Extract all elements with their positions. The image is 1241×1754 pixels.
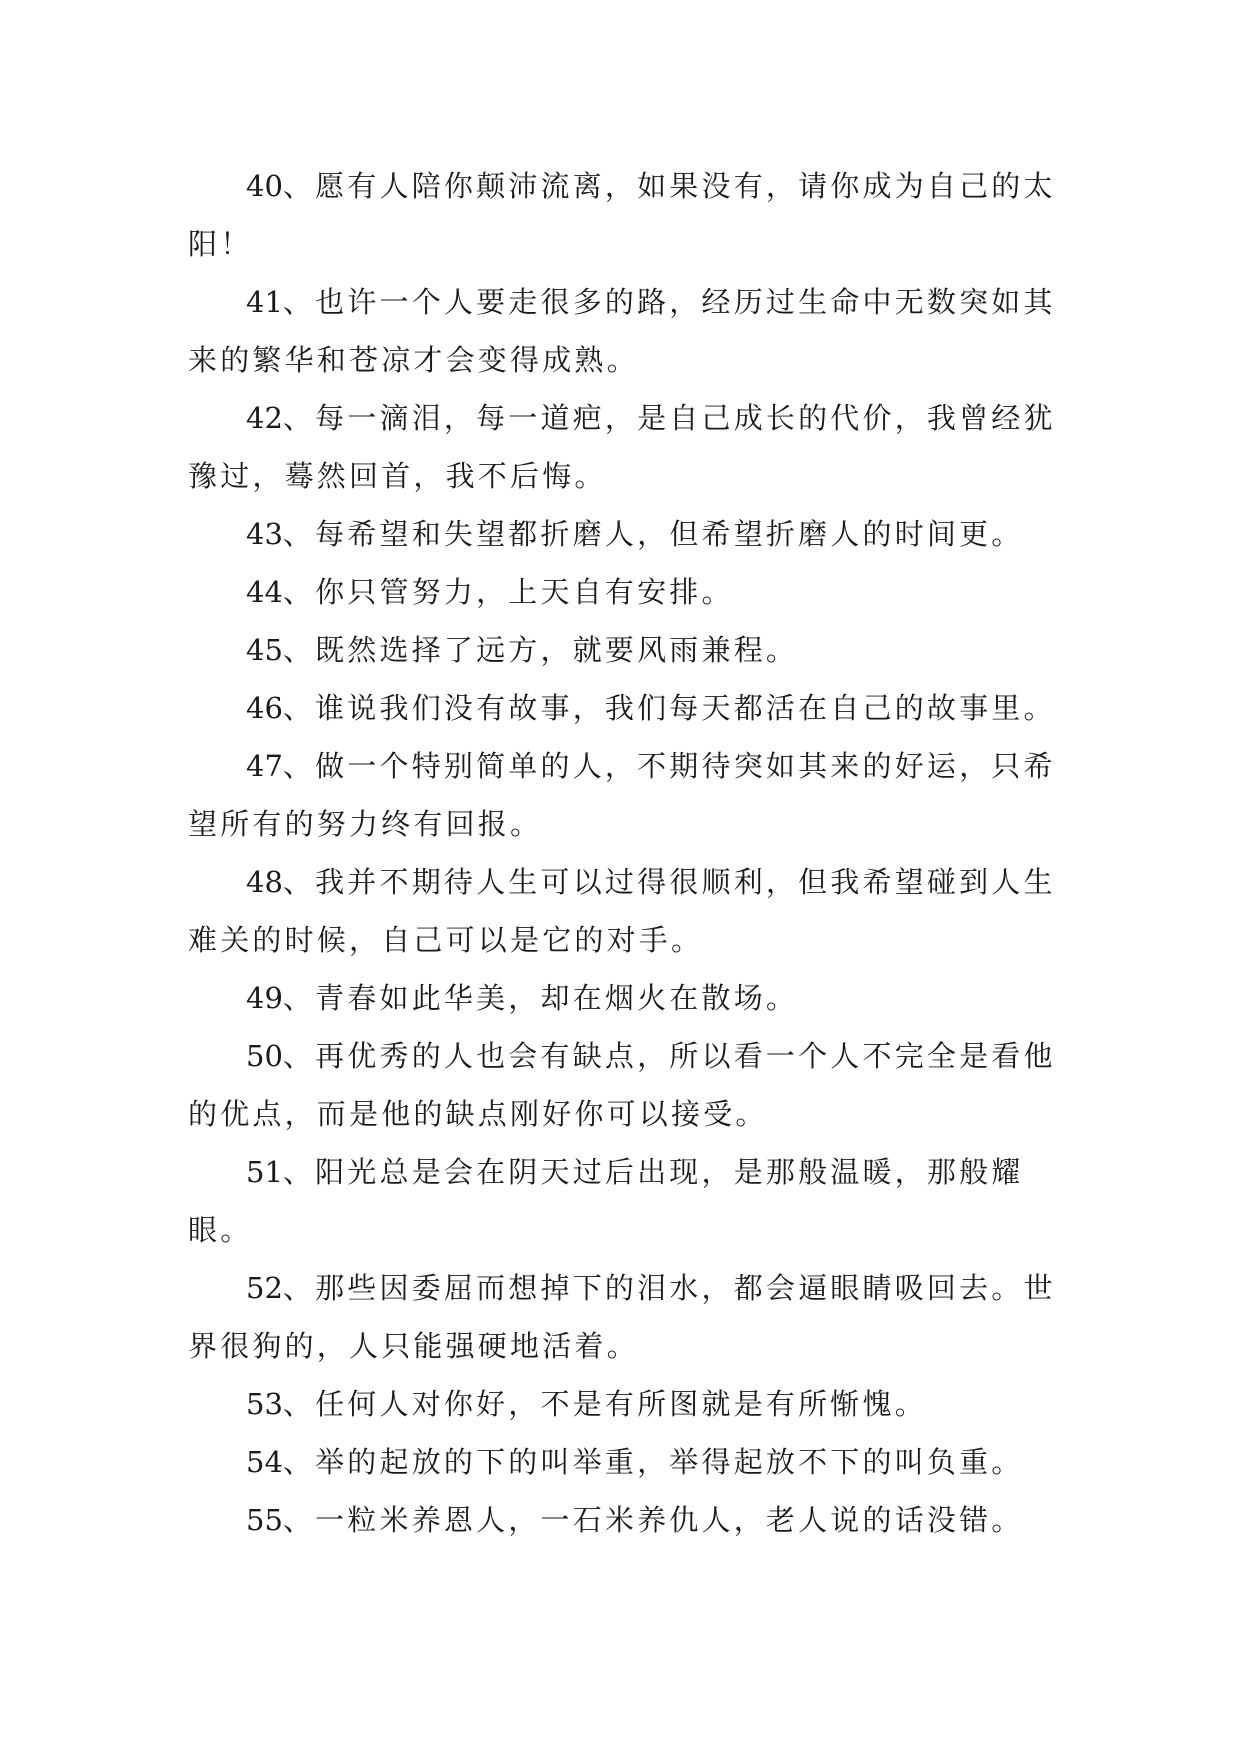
- item-separator: 、: [282, 517, 316, 551]
- item-text: 每一滴泪，每一道疤，是自己成长的代价，我曾经犹豫过，蓦然回首，我不后悔。: [188, 401, 1056, 493]
- item-number: 42: [246, 401, 283, 435]
- item-number: 45: [246, 633, 283, 667]
- item-number: 40: [246, 169, 283, 203]
- item-number: 43: [246, 517, 283, 551]
- item-separator: 、: [282, 749, 316, 783]
- paragraph-45: [188, 621, 1058, 679]
- item-separator: 、: [282, 1271, 316, 1305]
- paragraph-47: [188, 737, 1058, 853]
- item-text: 阳光总是会在阴天过后出现，是那般温暖，那般耀眼。: [188, 1155, 1024, 1247]
- paragraph-42: [188, 389, 1058, 505]
- item-separator: 、: [282, 1445, 316, 1479]
- item-text: 青春如此华美，却在烟火在散场。: [315, 981, 799, 1015]
- item-text: 每希望和失望都折磨人，但希望折磨人的时间更。: [315, 517, 1024, 551]
- item-text: 既然选择了远方，就要风雨兼程。: [315, 633, 799, 667]
- item-number: 52: [246, 1271, 283, 1305]
- document-body: [188, 157, 1058, 1549]
- item-text: 愿有人陪你颠沛流离，如果没有，请你成为自己的太阳！: [188, 169, 1056, 261]
- item-text: 那些因委屈而想掉下的泪水，都会逼眼睛吸回去。世界很狗的，人只能强硬地活着。: [188, 1271, 1056, 1363]
- item-separator: 、: [282, 169, 316, 203]
- item-text: 谁说我们没有故事，我们每天都活在自己的故事里。: [315, 691, 1056, 725]
- item-separator: 、: [282, 633, 316, 667]
- item-separator: 、: [282, 691, 316, 725]
- paragraph-40: [188, 157, 1058, 273]
- paragraph-51: [188, 1143, 1058, 1259]
- item-text: 举的起放的下的叫举重，举得起放不下的叫负重。: [315, 1445, 1024, 1479]
- item-number: 53: [246, 1387, 283, 1421]
- item-number: 48: [246, 865, 283, 899]
- item-text: 做一个特别简单的人，不期待突如其来的好运，只希望所有的努力终有回报。: [188, 749, 1056, 841]
- item-text: 你只管努力，上天自有安排。: [315, 575, 734, 609]
- item-number: 50: [246, 1039, 283, 1073]
- item-separator: 、: [282, 1039, 316, 1073]
- item-separator: 、: [282, 575, 316, 609]
- paragraph-55: [188, 1491, 1058, 1549]
- item-number: 51: [246, 1155, 283, 1189]
- item-text: 我并不期待人生可以过得很顺利，但我希望碰到人生难关的时候，自己可以是它的对手。: [188, 865, 1056, 957]
- paragraph-49: [188, 969, 1058, 1027]
- paragraph-44: [188, 563, 1058, 621]
- item-separator: 、: [282, 1387, 316, 1421]
- item-number: 49: [246, 981, 283, 1015]
- item-separator: 、: [282, 285, 316, 319]
- paragraph-46: [188, 679, 1058, 737]
- item-separator: 、: [282, 865, 316, 899]
- paragraph-50: [188, 1027, 1058, 1143]
- paragraph-53: [188, 1375, 1058, 1433]
- paragraph-52: [188, 1259, 1058, 1375]
- item-number: 47: [246, 749, 283, 783]
- item-number: 46: [246, 691, 283, 725]
- item-separator: 、: [282, 1503, 316, 1537]
- item-text: 任何人对你好，不是有所图就是有所惭愧。: [315, 1387, 927, 1421]
- item-number: 55: [246, 1503, 283, 1537]
- paragraph-43: [188, 505, 1058, 563]
- item-text: 也许一个人要走很多的路，经历过生命中无数突如其来的繁华和苍凉才会变得成熟。: [188, 285, 1056, 377]
- item-number: 41: [246, 285, 283, 319]
- paragraph-41: [188, 273, 1058, 389]
- item-separator: 、: [282, 1155, 316, 1189]
- item-text: 一粒米养恩人，一石米养仇人，老人说的话没错。: [315, 1503, 1024, 1537]
- item-separator: 、: [282, 981, 316, 1015]
- item-text: 再优秀的人也会有缺点，所以看一个人不完全是看他的优点，而是他的缺点刚好你可以接受。: [188, 1039, 1056, 1131]
- item-separator: 、: [282, 401, 316, 435]
- paragraph-48: [188, 853, 1058, 969]
- paragraph-54: [188, 1433, 1058, 1491]
- item-number: 54: [246, 1445, 283, 1479]
- item-number: 44: [246, 575, 283, 609]
